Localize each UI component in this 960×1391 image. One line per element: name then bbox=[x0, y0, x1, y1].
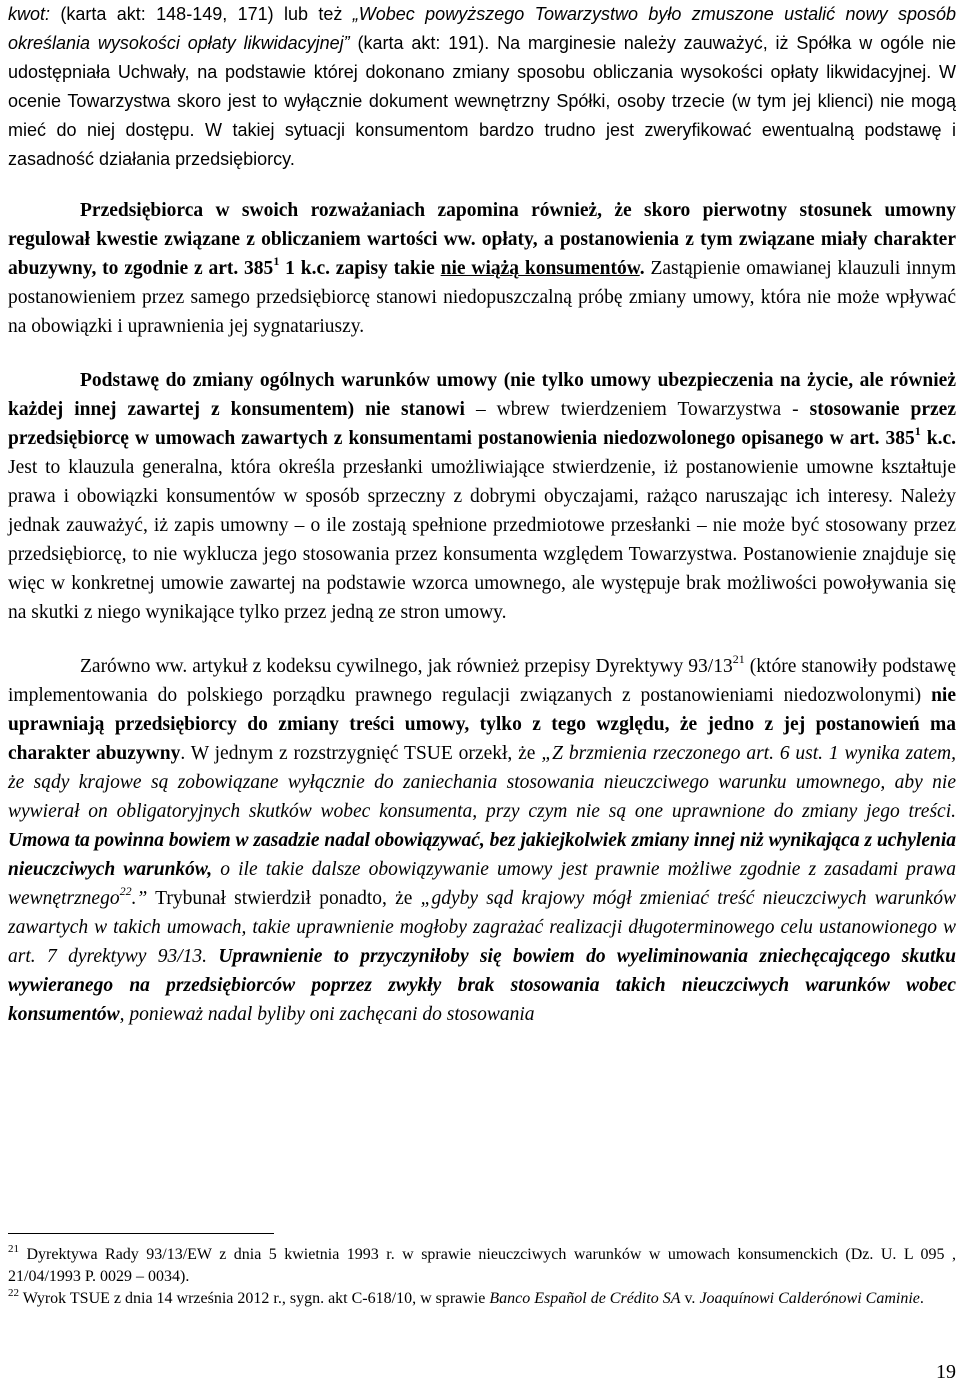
paragraph-3 bbox=[8, 366, 956, 627]
text-span: kwot: bbox=[8, 4, 51, 24]
footnote-21 bbox=[8, 1244, 956, 1288]
text-span: – wbrew twierdzeniem Towarzystwa - bbox=[464, 399, 810, 420]
footnotes bbox=[8, 1244, 956, 1310]
paragraph-4 bbox=[8, 652, 956, 1029]
text-span: (karta akt: 148-149, 171) lub też bbox=[50, 4, 353, 24]
footnote-separator bbox=[8, 1233, 274, 1234]
document-body bbox=[8, 0, 956, 1029]
bold-span: . bbox=[639, 258, 645, 279]
paragraph-1 bbox=[8, 0, 956, 174]
text-span: Trybunał stwierdził ponadto, że bbox=[147, 888, 421, 909]
text-span: Zastąpienie omawianej klauzuli innym postanowieniem przez samego przedsiębiorcę stanowi niedopuszczalną próbę zmiany umowy, która nie może wpływać na obowiązki i uprawnienia jej sygnatariuszy. bbox=[8, 258, 956, 337]
footnote-number: 21 bbox=[8, 1242, 19, 1255]
quote-span: o ile takie dalsze obowiązywanie umowy jest prawnie możliwe zgodnie z zasadami prawa wewnętrznego bbox=[8, 859, 956, 909]
footnote-text: Dyrektywa Rady 93/13/EW z dnia 5 kwietnia 1993 r. w sprawie nieuczciwych warunków w umowach konsumenckich (Dz. U. L 095 , 21/04/1993 P. 0029 – 0034). bbox=[8, 1246, 956, 1285]
bold-span: Podstawę do zmiany ogólnych warunków umowy (nie tylko umowy ubezpieczenia na życie, ale również każdej innej zawartej z konsumentem) nie stanowi bbox=[8, 370, 956, 420]
bold-span: 1 k.c. zapisy takie bbox=[279, 258, 441, 279]
quote-span: „Wobec powyższego Towarzystwo było zmuszone ustalić nowy sposób określania wysokości opłaty likwidacyjnej” bbox=[8, 4, 956, 53]
footnote-22 bbox=[8, 1288, 956, 1310]
text-span: Jest to klauzula generalna, która określa przesłanki umożliwiające stwierdzenie, iż postanowienie umowne kształtuje prawa i obowiązki konsumentów w sposób sprzeczny z dobrymi obyczajami, rażąco naruszając ich interesy. Należy jednak zauważyć, iż zapis umowny – o ile zostają spełnione przedmiotowe przesłanki – nie może być stosowany przez przedsiębiorcę, to nie wyklucza jego stosowania przez konsumenta względem Towarzystwa. Postanowienie znajduje się więc w konkretnej umowie zawartej na podstawie wzorca umownego, ale występuje brak możliwości powoływania się na skutki z niego wynikające tylko przez jedną ze stron umowy. bbox=[8, 457, 956, 623]
bold-italic-span: Umowa ta powinna bowiem w zasadzie nadal obowiązywać, bez jakiejkolwiek zmiany innej niż wynikająca z uchylenia nieuczciwych warunków, bbox=[8, 830, 956, 880]
text-span: Zarówno ww. artykuł z kodeksu cywilnego, jak również przepisy Dyrektywy 93/13 bbox=[80, 656, 733, 677]
footnote-text: Wyrok TSUE z dnia 14 września 2012 r., sygn. akt C-618/10, w sprawie bbox=[19, 1290, 490, 1307]
text-span: (karta akt: 191). Na marginesie należy zauważyć, iż Spółka w ogóle nie udostępniała Uchwały, na podstawie której dokonano zmiany sposobu obliczania wysokości opłaty likwidacyjnej. W ocenie Towarzystwa skoro jest to wyłącznie dokument wewnętrzny Spółki, osoby trzecie (w tym jej klienci) nie mogą mieć do niej dostępu. W takiej sytuacji konsumentom bardzo trudno jest zweryfikować ewentualną podstawę i zasadność działania przedsiębiorcy. bbox=[8, 33, 956, 169]
quote-span: „gdyby sąd krajowy mógł zmieniać treść nieuczciwych warunków zawartych w takich umowach, takie uprawnienie mogłoby zagrażać realizacji długoterminowego celu ustanowionego w art. 7 dyrektywy 93/13. bbox=[8, 888, 957, 967]
bold-span: Przedsiębiorca w swoich rozważaniach zapomina również, że skoro pierwotny stosunek umowny regulował kwestie związane z obliczaniem wartości ww. opłaty, a postanowienia z tym związane miały charakter abuzywny, to zgodnie z art. 385 bbox=[8, 200, 956, 279]
footnote-italic: Joaquínowi Calderónowi Caminie bbox=[699, 1290, 920, 1307]
footnote-number: 22 bbox=[8, 1286, 19, 1299]
footnote-text: v. bbox=[680, 1290, 700, 1307]
quote-span: „Z brzmienia rzeczonego art. 6 ust. 1 wynika zatem, że sądy krajowe są zobowiązane wyłącznie do zaniechania stosowania nieuczciwego warunku umownego, aby nie wywierał on obligatoryjnych skutków wobec konsumenta, przy czym nie są one uprawnione do zmiany jego treści. bbox=[8, 743, 956, 822]
text-span: . W jednym z rozstrzygnięć TSUE orzekł, że bbox=[180, 743, 542, 764]
bold-span: k.c. bbox=[920, 428, 957, 449]
bold-italic-span: Uprawnienie to przyczyniłoby się bowiem do wyeliminowania zniechęcającego skutku wywieranego na przedsiębiorców poprzez zwykły brak stosowania takich nieuczciwych warunków wobec konsumentów bbox=[8, 946, 956, 1025]
superscript: 1 bbox=[273, 253, 280, 268]
footnote-ref: 21 bbox=[732, 651, 745, 666]
bold-span: nie uprawniają przedsiębiorcy do zmiany treści umowy, tylko z tego względu, że jedno z jej postanowień ma charakter abuzywny bbox=[8, 685, 956, 764]
underlined-bold-span: nie wiążą konsumentów bbox=[440, 258, 640, 279]
quote-span: .” bbox=[131, 888, 148, 909]
footnote-italic: Banco Español de Crédito SA bbox=[489, 1290, 681, 1307]
quote-span: , ponieważ nadal byliby oni zachęcani do stosowania bbox=[119, 1004, 535, 1025]
paragraph-2 bbox=[8, 196, 956, 341]
bold-span: stosowanie przez przedsiębiorcę w umowach zawartych z konsumentami postanowienia niedozwolonego opisanego w art. 385 bbox=[8, 399, 956, 449]
page-number: 19 bbox=[936, 1361, 956, 1383]
footnote-ref: 22 bbox=[119, 883, 132, 898]
text-span: (które stanowiły podstawę implementowania do polskiego porządku prawnego regulacji związanych z postanowieniami niedozwolonymi) bbox=[8, 656, 956, 706]
footnote-text: . bbox=[919, 1290, 924, 1307]
superscript: 1 bbox=[914, 423, 921, 438]
